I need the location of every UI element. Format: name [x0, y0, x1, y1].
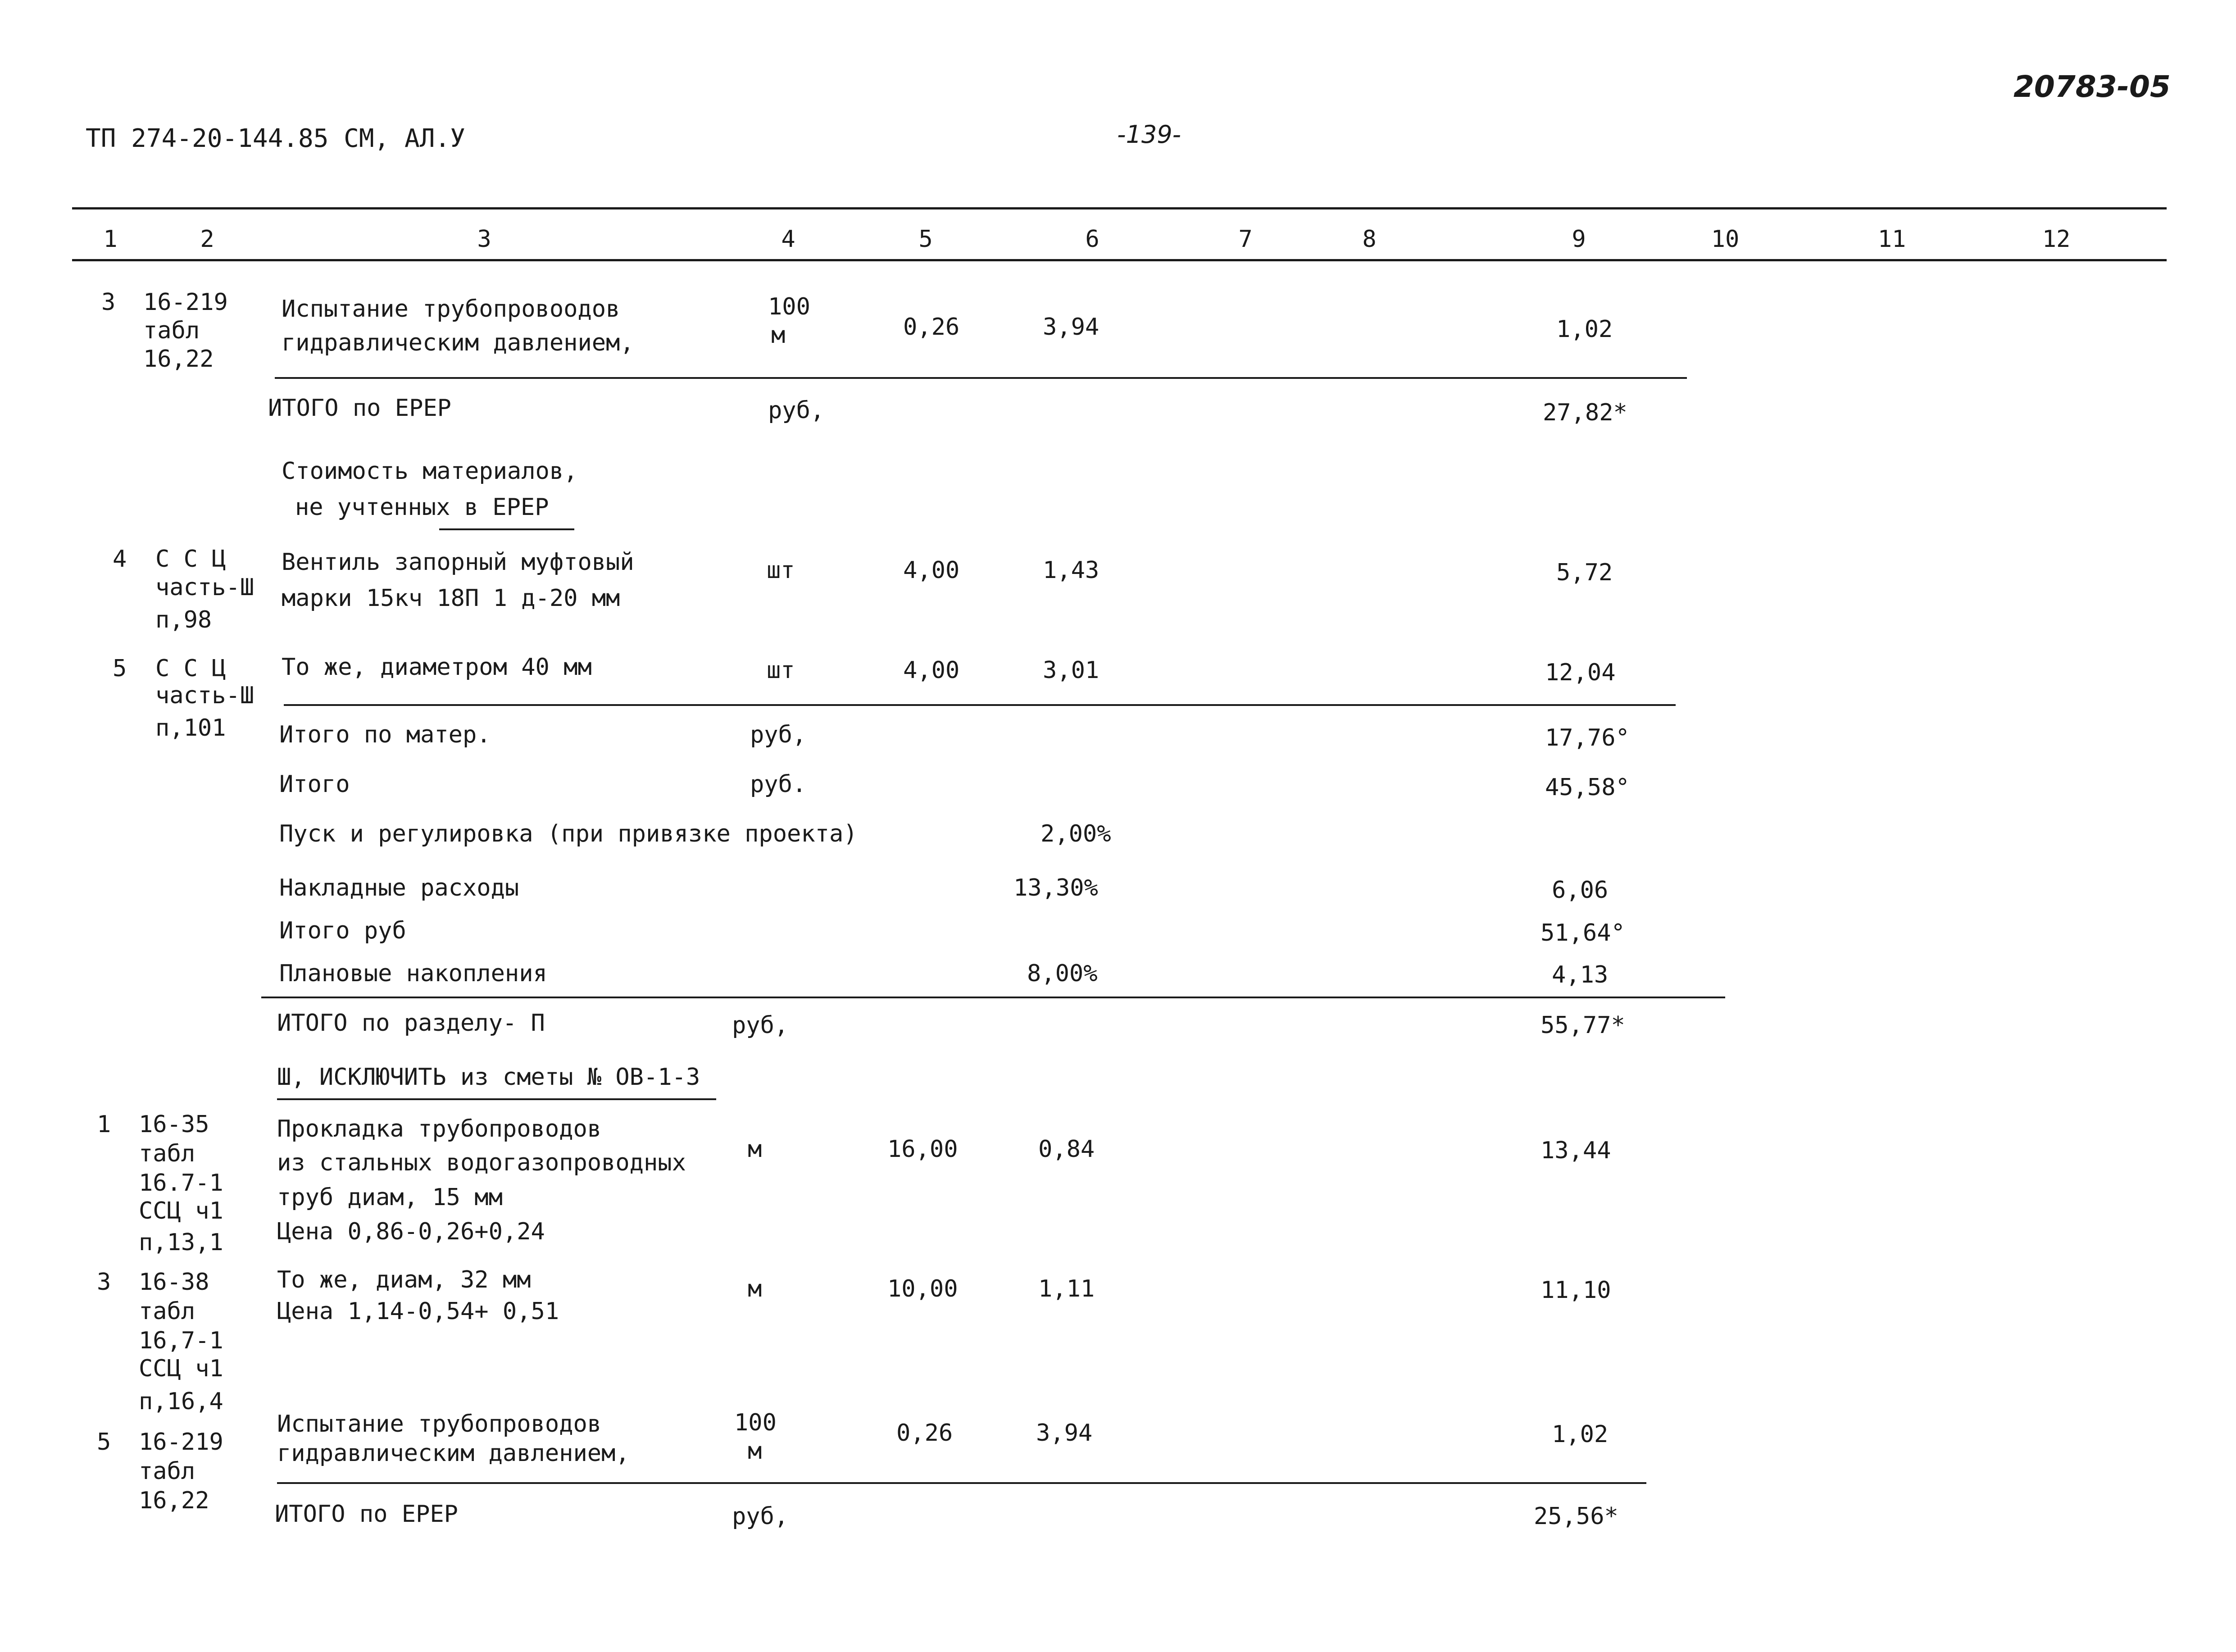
row-price: 1,11 — [1038, 1275, 1095, 1302]
row-code: табл — [143, 317, 200, 344]
row-quantity: 4,00 — [903, 557, 960, 584]
total-unit: руб. — [750, 771, 807, 798]
row-number: 5 — [113, 655, 127, 682]
row-description: из стальных водогазопроводных — [277, 1149, 686, 1176]
subtotal-total: 27,82* — [1543, 399, 1627, 426]
heading-underline — [439, 528, 574, 530]
total-percent: 8,00% — [1027, 960, 1098, 987]
row-number: 3 — [101, 289, 116, 316]
total-label: Итого по матер. — [279, 721, 491, 748]
row-description: Прокладка трубопроводов — [277, 1115, 602, 1142]
divider-rule — [277, 1482, 1646, 1484]
row-unit: м — [748, 1275, 762, 1302]
row-quantity: 0,26 — [903, 314, 960, 341]
row-number: 1 — [97, 1111, 111, 1138]
row-description: Цена 1,14-0,54+ 0,51 — [277, 1298, 559, 1325]
divider-rule — [284, 704, 1676, 706]
row-code: 16-219 — [143, 289, 228, 316]
row-code: С С Ц — [155, 655, 226, 682]
total-value: 6,06 — [1552, 877, 1609, 904]
row-code: п,13,1 — [139, 1229, 223, 1256]
total-percent: 13,30% — [1013, 874, 1098, 901]
row-code: 16-38 — [139, 1269, 209, 1296]
column-number: 3 — [477, 226, 491, 253]
row-description: Испытание трубопровоодов — [282, 296, 620, 323]
section-heading-line: не учтенных в ЕРЕР — [295, 494, 549, 521]
total-percent: 2,00% — [1041, 820, 1111, 847]
section-total-unit: руб, — [732, 1012, 789, 1039]
row-code: табл — [139, 1140, 195, 1167]
row-code: табл — [139, 1298, 195, 1325]
row-unit: шт — [767, 657, 795, 684]
total-label: Плановые накопления — [279, 960, 547, 987]
row-quantity: 10,00 — [887, 1275, 958, 1302]
column-number: 5 — [918, 226, 933, 253]
row-code: часть-Ш — [155, 574, 255, 601]
row-code: С С Ц — [155, 546, 226, 573]
section-heading-line: Стоимость материалов, — [282, 458, 578, 485]
row-code: 16,7-1 — [139, 1327, 223, 1354]
subtotal-unit: руб, — [768, 397, 825, 424]
row-quantity: 16,00 — [887, 1136, 958, 1163]
row-total: 5,72 — [1556, 559, 1613, 586]
total-label: Итого руб — [279, 917, 406, 944]
row-total: 11,10 — [1541, 1277, 1611, 1304]
total-value: 17,76° — [1545, 724, 1630, 751]
row-description: гидравлическим давлением, — [282, 329, 634, 356]
row-code: ССЦ ч1 — [139, 1197, 223, 1224]
row-price: 1,43 — [1043, 557, 1100, 584]
row-description: гидравлическим давлением, — [277, 1440, 630, 1467]
row-unit: м — [771, 322, 786, 349]
row-unit: 100 — [768, 293, 810, 320]
total-value: 45,58° — [1545, 774, 1630, 801]
column-number: 1 — [103, 226, 118, 253]
row-price: 3,01 — [1043, 657, 1100, 684]
row-code: 16-35 — [139, 1111, 209, 1138]
row-unit: 100 — [734, 1409, 777, 1436]
divider-rule — [261, 997, 1725, 998]
row-unit: м — [748, 1136, 762, 1163]
column-number: 11 — [1877, 226, 1906, 253]
total-label: Пуск и регулировка (при привязке проекта) — [279, 820, 858, 847]
column-number: 9 — [1572, 226, 1586, 253]
row-code: 16.7-1 — [139, 1170, 223, 1197]
header-top-rule — [72, 207, 2167, 209]
row-code: ССЦ ч1 — [139, 1355, 223, 1382]
column-number: 6 — [1085, 226, 1100, 253]
row-description: Испытание трубопроводов — [277, 1411, 602, 1438]
section-total-label: ИТОГО по разделу- П — [277, 1010, 545, 1037]
total-value: 4,13 — [1552, 961, 1609, 988]
section-title: Ш, ИСКЛЮЧИТЬ из сметы № ОВ-1-3 — [277, 1064, 700, 1091]
total-label: Итого — [279, 771, 350, 798]
subtotal-total: 25,56* — [1534, 1503, 1618, 1530]
section-total-value: 55,77* — [1541, 1012, 1625, 1039]
document-code: ТП 274-20-144.85 СМ, АЛ.У — [86, 124, 465, 153]
row-description: То же, диаметром 40 мм — [282, 654, 592, 681]
row-code: 16,22 — [139, 1487, 209, 1514]
row-number: 4 — [113, 546, 127, 573]
row-price: 0,84 — [1038, 1136, 1095, 1163]
row-quantity: 4,00 — [903, 657, 960, 684]
column-number: 7 — [1238, 226, 1253, 253]
row-description: Вентиль запорный муфтовый — [282, 549, 634, 576]
row-code: п,16,4 — [139, 1388, 223, 1415]
row-description: марки 15кч 18П 1 д-20 мм — [282, 585, 620, 612]
column-number: 8 — [1362, 226, 1377, 253]
total-value: 51,64° — [1541, 919, 1625, 947]
total-unit: руб, — [750, 721, 807, 748]
row-price: 3,94 — [1036, 1420, 1093, 1447]
row-total: 12,04 — [1545, 659, 1616, 686]
row-unit: шт — [767, 557, 795, 584]
row-total: 1,02 — [1552, 1421, 1609, 1448]
archive-number: 20783-05 — [2013, 69, 2171, 104]
subtotal-unit: руб, — [732, 1503, 789, 1530]
row-description: То же, диам, 32 мм — [277, 1266, 531, 1293]
row-total: 13,44 — [1541, 1137, 1611, 1164]
row-code: п,101 — [155, 715, 226, 742]
column-number: 2 — [200, 226, 214, 253]
header-bottom-rule — [72, 259, 2167, 261]
row-code: табл — [139, 1458, 195, 1485]
column-number: 12 — [2042, 226, 2071, 253]
row-code: 16-219 — [139, 1429, 223, 1456]
row-price: 3,94 — [1043, 314, 1100, 341]
subtotal-label: ИТОГО по ЕРЕР — [275, 1501, 458, 1528]
page-number: -139- — [1117, 120, 1182, 149]
column-number: 4 — [781, 226, 795, 253]
row-description: труб диам, 15 мм — [277, 1184, 503, 1211]
row-quantity: 0,26 — [896, 1420, 953, 1447]
subtotal-label: ИТОГО по ЕРЕР — [268, 395, 451, 422]
row-code: часть-Ш — [155, 682, 255, 709]
row-number: 5 — [97, 1429, 111, 1456]
row-number: 3 — [97, 1269, 111, 1296]
section-title-underline — [277, 1098, 716, 1100]
row-code: 16,22 — [143, 346, 214, 373]
column-number: 10 — [1711, 226, 1740, 253]
divider-rule — [275, 377, 1687, 379]
row-code: п,98 — [155, 606, 212, 633]
row-unit: м — [748, 1438, 762, 1465]
row-description: Цена 0,86-0,26+0,24 — [277, 1218, 545, 1245]
total-label: Накладные расходы — [279, 874, 519, 901]
row-total: 1,02 — [1556, 316, 1613, 343]
